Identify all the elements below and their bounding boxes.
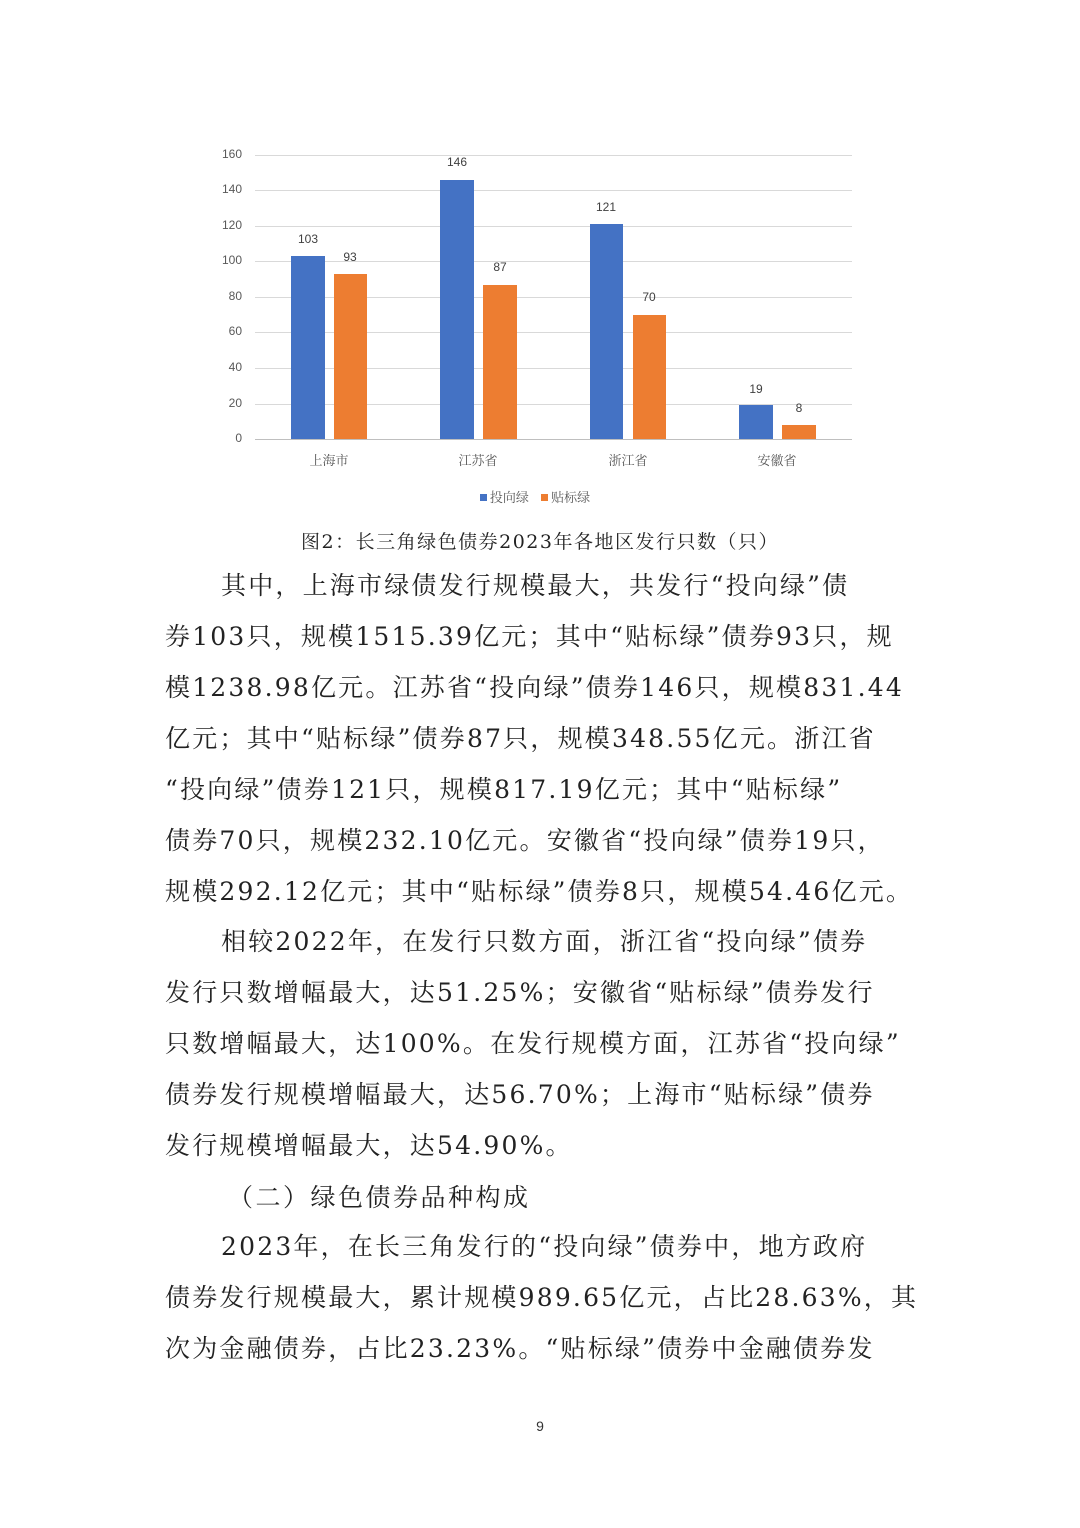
y-tick: 60 [228, 324, 242, 338]
value-label: 146 [446, 155, 468, 169]
bar-zhejiang-tiebiaolv [633, 315, 666, 439]
x-label-zhejiang: 浙江省 [608, 454, 648, 469]
x-label-jiangsu: 江苏省 [458, 454, 498, 469]
x-label-anhui: 安徽省 [757, 454, 797, 469]
text-line: 债券70只，规模232.10亿元。安徽省“投向绿”债券19只， [165, 826, 885, 855]
x-label-shanghai: 上海市 [309, 454, 349, 469]
text-line: 次为金融债券，占比23.23%。“贴标绿”债券中金融债券发 [165, 1334, 875, 1363]
legend-item-touxianglv [480, 487, 529, 506]
figure-caption: 图2：长三角绿色债券2023年各地区发行只数（只） [301, 531, 779, 553]
text-line: 债券发行规模增幅最大，达56.70%；上海市“贴标绿”债券 [165, 1080, 875, 1109]
value-label: 121 [595, 200, 617, 214]
y-tick: 0 [235, 431, 242, 445]
text-line: 发行规模增幅最大，达54.90%。 [165, 1131, 573, 1160]
y-tick: 160 [221, 147, 242, 161]
gridline [255, 190, 852, 191]
text-line: 规模292.12亿元；其中“贴标绿”债券8只，规模54.46亿元。 [165, 877, 914, 906]
value-label: 93 [343, 250, 357, 264]
paragraph-2 [165, 916, 917, 1171]
y-tick: 140 [221, 182, 242, 196]
y-tick: 40 [228, 360, 242, 374]
legend-swatch-blue-icon [480, 494, 487, 501]
bar-chart [200, 140, 870, 520]
legend-label: 投向绿 [489, 491, 529, 506]
bar-shanghai-tiebiaolv [334, 274, 367, 439]
value-label: 103 [297, 232, 319, 246]
text-line: 发行只数增幅最大，达51.25%；安徽省“贴标绿”债券发行 [165, 978, 875, 1007]
y-tick: 80 [228, 289, 242, 303]
bar-jiangsu-touxianglv [440, 180, 474, 439]
bar-anhui-touxianglv [739, 405, 773, 439]
y-tick: 100 [221, 253, 242, 267]
text-line: “投向绿”债券121只，规模817.19亿元；其中“贴标绿” [165, 775, 843, 804]
gridline [255, 226, 852, 227]
section-heading: （二）绿色债券品种构成 [228, 1183, 531, 1212]
value-label: 70 [642, 290, 656, 304]
value-label: 87 [493, 260, 507, 274]
bar-zhejiang-touxianglv [590, 224, 623, 439]
y-tick: 120 [221, 218, 242, 232]
y-tick: 20 [228, 396, 242, 410]
text-line: 其中，上海市绿债发行规模最大，共发行“投向绿”债 [221, 571, 850, 600]
page-number: 9 [536, 1418, 544, 1434]
chart-legend [200, 487, 870, 506]
bar-shanghai-touxianglv [291, 256, 325, 439]
text-line: 亿元；其中“贴标绿”债券87只，规模348.55亿元。浙江省 [165, 724, 876, 753]
text-line: 券103只，规模1515.39亿元；其中“贴标绿”债券93只，规 [165, 622, 894, 651]
gridline [255, 155, 852, 156]
paragraph-3 [165, 1221, 917, 1374]
text-line: 只数增幅最大，达100%。在发行规模方面，江苏省“投向绿” [165, 1029, 901, 1058]
legend-swatch-orange-icon [541, 494, 548, 501]
value-label: 8 [795, 401, 803, 415]
x-axis-line [255, 439, 852, 440]
text-line: 2023年，在长三角发行的“投向绿”债券中，地方政府 [221, 1232, 868, 1261]
paragraph-1 [165, 560, 917, 917]
text-line: 相较2022年，在发行只数方面，浙江省“投向绿”债券 [221, 927, 868, 956]
bar-anhui-tiebiaolv [782, 425, 816, 439]
legend-item-tiebiaolv [541, 487, 590, 506]
bar-jiangsu-tiebiaolv [483, 285, 517, 439]
value-label: 19 [749, 382, 763, 396]
legend-label: 贴标绿 [551, 491, 591, 506]
text-line: 模1238.98亿元。江苏省“投向绿”债券146只，规模831.44 [165, 673, 904, 702]
text-line: 债券发行规模最大，累计规模989.65亿元，占比28.63%，其 [165, 1283, 919, 1312]
